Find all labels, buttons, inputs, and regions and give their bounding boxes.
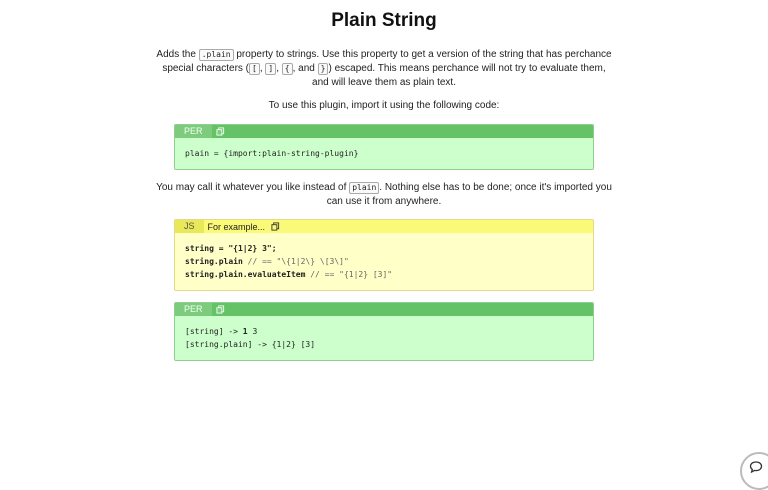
- page-title: Plain String: [331, 10, 437, 31]
- example-code-block: [174, 219, 594, 291]
- inline-code-plain: .plain: [199, 49, 234, 61]
- code-block-body: [175, 233, 593, 290]
- intro-text: ) escaped. This means perchance will not try to evaluate them, and will leave them as plain text.: [312, 63, 606, 88]
- intro-text: property to strings. Use this property to get a version of the string that has perchance special characters (: [162, 49, 612, 74]
- call-text: You may call it whatever you like instead of: [156, 182, 350, 193]
- code-block-body: [175, 316, 593, 360]
- code-block-header: [175, 125, 593, 138]
- code-block-header: [175, 220, 593, 233]
- inline-code-lbracket: [: [249, 63, 260, 75]
- copy-icon[interactable]: [216, 305, 225, 314]
- code-text: string.plain: [185, 257, 248, 266]
- code-line: [185, 268, 583, 281]
- code-line: [185, 242, 583, 255]
- inline-code-plain: plain: [349, 182, 379, 194]
- code-block-header: [175, 303, 593, 316]
- copy-icon[interactable]: [216, 127, 225, 136]
- page: [154, 0, 614, 361]
- code-line: [185, 338, 583, 351]
- code-line: [185, 255, 583, 268]
- copy-icon[interactable]: [271, 222, 280, 231]
- usage-paragraph: To use this plugin, import it using the following code:: [268, 100, 500, 111]
- call-text: . Nothing else has to be done; once it's imported you can use it from anywhere.: [326, 182, 612, 207]
- intro-text: , and: [292, 63, 318, 74]
- intro-paragraph: [154, 48, 614, 90]
- language-tag: PER: [175, 125, 212, 138]
- inline-code-rbrace: }: [318, 63, 329, 75]
- code-block-body: [175, 138, 593, 169]
- import-code-block: [174, 124, 594, 170]
- example-label: For example...: [207, 221, 266, 232]
- feedback-button[interactable]: [740, 452, 768, 490]
- call-paragraph: [154, 181, 614, 209]
- code-comment: // == "{1|2} [3]": [310, 270, 393, 279]
- code-text: [string.plain] -> {1|2} [3]: [185, 340, 316, 349]
- code-text: [string] ->: [185, 327, 243, 336]
- output-code-block: [174, 302, 594, 361]
- inline-code-lbrace: {: [282, 63, 293, 75]
- inline-code-rbracket: ]: [265, 63, 276, 75]
- code-text: string = "{1|2} 3";: [185, 244, 277, 253]
- language-tag: PER: [175, 303, 212, 316]
- code-line: [185, 325, 583, 338]
- code-output: 1: [242, 327, 248, 336]
- intro-text: ,: [276, 63, 282, 74]
- intro-text: Adds the: [156, 49, 199, 60]
- code-comment: // == "\{1|2\} \[3\]": [247, 257, 349, 266]
- language-tag: JS: [175, 220, 204, 233]
- code-text: string.plain.evaluateItem: [185, 270, 311, 279]
- intro-text: ,: [259, 63, 266, 74]
- code-output: 3: [247, 327, 258, 336]
- code-line: plain = {import:plain-string-plugin}: [185, 149, 359, 158]
- comment-icon: [749, 460, 763, 474]
